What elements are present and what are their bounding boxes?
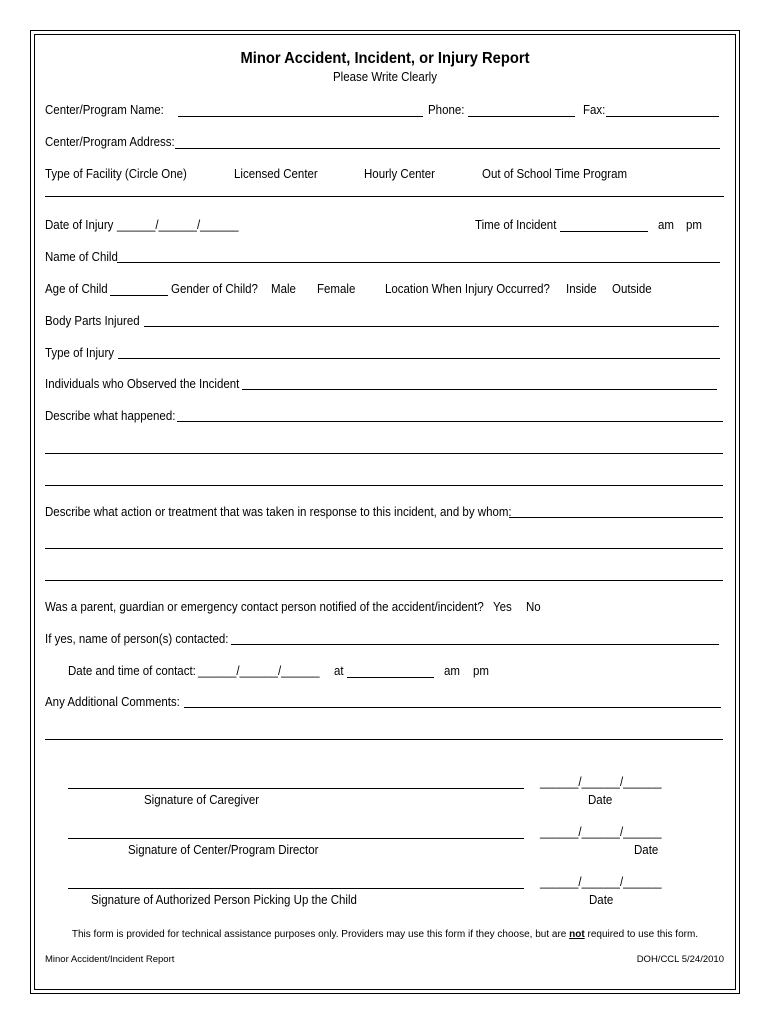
authorized-date-label: Date [589,893,614,907]
notified-no-option[interactable]: No [526,600,541,614]
date-of-injury-field[interactable]: ______/______/______ [117,218,239,232]
caregiver-signature-label: Signature of Caregiver [144,793,260,807]
director-date-field[interactable]: ______/______/______ [540,825,662,839]
notice-emphasis: not [569,929,585,940]
form-title: Minor Accident, Incident, or Injury Report [240,50,530,67]
date-of-injury-label: Date of Injury [45,218,114,232]
caregiver-date-label: Date [588,793,613,807]
observers-field[interactable] [242,389,717,390]
body-parts-label: Body Parts Injured [45,314,140,328]
caregiver-signature-field[interactable] [68,788,524,789]
phone-label: Phone: [428,103,465,117]
authorized-signature-field[interactable] [68,888,524,889]
caregiver-date-field[interactable]: ______/______/______ [540,775,662,789]
director-signature-field[interactable] [68,838,524,839]
action-field-line-2[interactable] [45,548,723,549]
notified-question: Was a parent, guardian or emergency contact person notified of the accident/incident? [45,600,484,614]
contact-at-label: at [334,664,344,678]
director-date-label: Date [634,843,659,857]
child-name-field[interactable] [117,262,720,263]
director-signature-label: Signature of Center/Program Director [128,843,319,857]
center-address-label: Center/Program Address: [45,135,175,149]
time-of-incident-field[interactable] [560,231,648,232]
child-name-label: Name of Child [45,250,118,264]
authorized-signature-label: Signature of Authorized Person Picking Up the Child [91,893,357,907]
authorized-date-field[interactable]: ______/______/______ [540,875,662,889]
comments-label: Any Additional Comments: [45,695,180,709]
notice-text-start: This form is provided for technical assistance purposes only. Providers may use this form if they choose, but are [71,929,567,940]
body-parts-field[interactable] [144,326,719,327]
action-field-line-3[interactable] [45,580,723,581]
facility-type-label: Type of Facility (Circle One) [45,167,187,181]
footer-form-code: DOH/CCL 5/24/2010 [636,954,724,965]
footer-form-name: Minor Accident/Incident Report [45,954,175,965]
describe-field-line-3[interactable] [45,485,723,486]
injury-type-field[interactable] [118,358,720,359]
notified-yes-option[interactable]: Yes [493,600,512,614]
fax-label: Fax: [583,103,606,117]
age-label: Age of Child [45,282,108,296]
time-pm-option[interactable]: pm [686,218,702,232]
age-field[interactable] [110,295,168,296]
contact-time-label: Date and time of contact: [68,664,196,678]
gender-label: Gender of Child? [171,282,258,296]
time-of-incident-label: Time of Incident [475,218,557,232]
fax-field[interactable] [606,116,719,117]
gender-female-option[interactable]: Female [317,282,356,296]
describe-field-line-1[interactable] [177,421,723,422]
notice-text-end: required to use this form. [587,929,699,940]
contacted-field[interactable] [231,644,719,645]
action-field-line-1[interactable] [509,517,723,518]
form-subtitle: Please Write Clearly [333,70,437,84]
contact-date-field[interactable]: ______/______/______ [198,664,320,678]
section-divider [45,196,724,197]
center-name-field[interactable] [178,116,423,117]
observers-label: Individuals who Observed the Incident [45,377,240,391]
facility-option-licensed[interactable]: Licensed Center [234,167,318,181]
comments-field-line-1[interactable] [184,707,721,708]
location-outside-option[interactable]: Outside [612,282,652,296]
location-inside-option[interactable]: Inside [566,282,597,296]
center-address-field[interactable] [175,148,720,149]
describe-field-line-2[interactable] [45,453,723,454]
facility-option-out-of-school[interactable]: Out of School Time Program [482,167,628,181]
comments-field-line-2[interactable] [45,739,723,740]
usage-notice [0,929,770,940]
location-label: Location When Injury Occurred? [385,282,550,296]
center-name-label: Center/Program Name: [45,103,164,117]
gender-male-option[interactable]: Male [271,282,296,296]
phone-field[interactable] [468,116,575,117]
time-am-option[interactable]: am [658,218,674,232]
injury-type-label: Type of Injury [45,346,115,360]
facility-option-hourly[interactable]: Hourly Center [364,167,435,181]
contact-time-field[interactable] [347,677,434,678]
contact-pm-option[interactable]: pm [473,664,489,678]
action-label: Describe what action or treatment that was taken in response to this incident, and by whom: [45,505,512,519]
contacted-label: If yes, name of person(s) contacted: [45,632,229,646]
describe-label: Describe what happened: [45,409,176,423]
contact-am-option[interactable]: am [444,664,460,678]
